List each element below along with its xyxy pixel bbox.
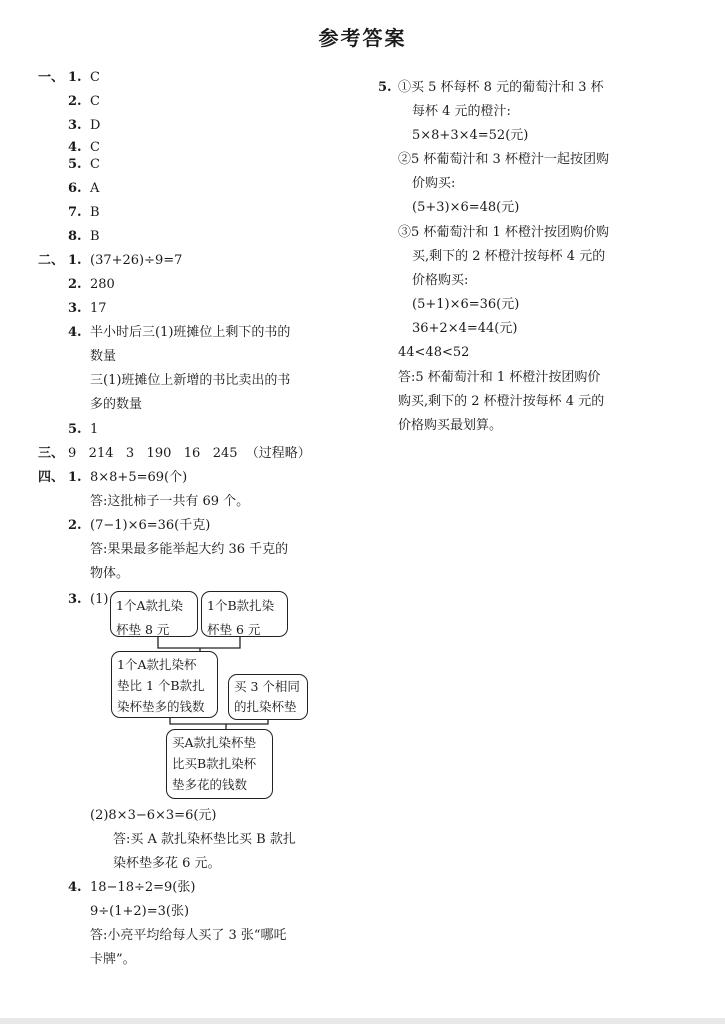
s4-q2-answer-line1: 答:果果最多能举起大约 36 千克的 (90, 542, 289, 557)
s4-q3-answer-line2: 染杯垫多花 6 元。 (113, 856, 221, 871)
s4-q2-calc: (7−1)×6=36(千克) (90, 518, 211, 533)
s1-q8-num: 8. (68, 229, 82, 244)
s2-q1-answer: (37+26)÷9=7 (90, 253, 183, 268)
q5-line13: 答:5 杯葡萄汁和 1 杯橙汁按团购价 (398, 370, 601, 385)
s1-q5-num: 5. (68, 157, 82, 172)
s4-q2-answer-line2: 物体。 (90, 566, 130, 581)
section-2-label: 二、 (38, 253, 65, 268)
s2-q4-line4: 多的数量 (90, 397, 143, 412)
page-bottom-edge (0, 1018, 725, 1024)
box-difference-per-item: 1个A款扎染杯 垫比 1 个B款扎 染杯垫多的钱数 (111, 651, 218, 718)
s4-q1-num: 1. (68, 470, 82, 485)
box-total-difference: 买A款扎染杯垫 比买B款扎染杯 垫多花的钱数 (166, 729, 273, 799)
s1-q1-num: 1. (68, 70, 82, 85)
q5-line3: 5×8+3×4=52(元) (412, 128, 529, 143)
s2-q5-num: 5. (68, 422, 82, 437)
s1-q3-answer: D (90, 118, 101, 133)
s1-q2-answer: C (90, 94, 100, 109)
box-a-price: 1个A款扎染 杯垫 8 元 (110, 591, 198, 637)
s4-q1-answer: 答:这批柿子一共有 69 个。 (90, 494, 250, 509)
s4-q3-part1-label: (1) (90, 592, 109, 607)
section-4-label: 四、 (38, 470, 65, 485)
s1-q5-answer: C (90, 157, 100, 172)
q5-line4: ②5 杯葡萄汁和 3 杯橙汁一起按团购 (398, 152, 609, 167)
s4-q2-num: 2. (68, 518, 82, 533)
q5-line9: 价格购买: (412, 273, 469, 288)
q5-line7: ③5 杯葡萄汁和 1 杯橙汁按团购价购 (398, 225, 609, 240)
q5-line1: ①买 5 杯每杯 8 元的葡萄汁和 3 杯 (398, 80, 604, 95)
s2-q4-num: 4. (68, 325, 82, 340)
s2-q3-answer: 17 (90, 301, 107, 316)
s1-q6-answer: A (90, 181, 100, 196)
s1-q2-num: 2. (68, 94, 82, 109)
box-b-price: 1个B款扎染 杯垫 6 元 (201, 591, 288, 637)
s2-q2-answer: 280 (90, 277, 115, 292)
s1-q4-num: 4. (68, 140, 82, 155)
q5-line11: 36+2×4=44(元) (412, 321, 518, 336)
box-buy-three: 买 3 个相同 的扎染杯垫 (228, 674, 308, 720)
s3-answers: 9 214 3 190 16 245 （过程略） (68, 446, 311, 461)
q5-line14: 购买,剩下的 2 杯橙汁按每杯 4 元的 (398, 394, 605, 409)
q5-line2: 每杯 4 元的橙汁: (412, 104, 511, 119)
s4-q4-answer-line2: 卡牌”。 (90, 952, 136, 967)
s2-q4-line1: 半小时后三(1)班摊位上剩下的书的 (90, 325, 291, 340)
s1-q1-answer: C (90, 70, 100, 85)
q5-line5: 价购买: (412, 176, 456, 191)
s2-q4-line2: 数量 (90, 349, 117, 364)
s4-q4-num: 4. (68, 880, 82, 895)
s1-q7-num: 7. (68, 205, 82, 220)
s4-q3-part2-calc: (2)8×3−6×3=6(元) (90, 808, 217, 823)
section-3-label: 三、 (38, 446, 65, 461)
s1-q8-answer: B (90, 229, 100, 244)
s4-q3-answer-line1: 答:买 A 款扎染杯垫比买 B 款扎 (113, 832, 296, 847)
s1-q7-answer: B (90, 205, 100, 220)
s2-q5-answer: 1 (90, 422, 99, 437)
s4-q1-calc: 8×8+5=69(个) (90, 470, 188, 485)
s4-q4-calc2: 9÷(1+2)=3(张) (90, 904, 190, 919)
s1-q4-answer: C (90, 140, 100, 155)
q5-line6: (5+3)×6=48(元) (412, 200, 520, 215)
s4-q4-answer-line1: 答:小亮平均给每人买了 3 张“哪吒 (90, 928, 287, 943)
page-title: 参考答案 (318, 26, 407, 50)
q5-num: 5. (378, 80, 392, 95)
s2-q1-num: 1. (68, 253, 82, 268)
q5-line15: 价格购买最划算。 (398, 418, 503, 433)
s4-q4-calc1: 18−18÷2=9(张) (90, 880, 196, 895)
q5-line10: (5+1)×6=36(元) (412, 297, 520, 312)
section-1-label: 一、 (38, 70, 65, 85)
s4-q3-num: 3. (68, 592, 82, 607)
s2-q2-num: 2. (68, 277, 82, 292)
s2-q3-num: 3. (68, 301, 82, 316)
s1-q6-num: 6. (68, 181, 82, 196)
q5-line8: 买,剩下的 2 杯橙汁按每杯 4 元的 (412, 249, 606, 264)
s2-q4-line3: 三(1)班摊位上新增的书比卖出的书 (90, 373, 291, 388)
q5-line12: 44<48<52 (398, 345, 470, 360)
s1-q3-num: 3. (68, 118, 82, 133)
